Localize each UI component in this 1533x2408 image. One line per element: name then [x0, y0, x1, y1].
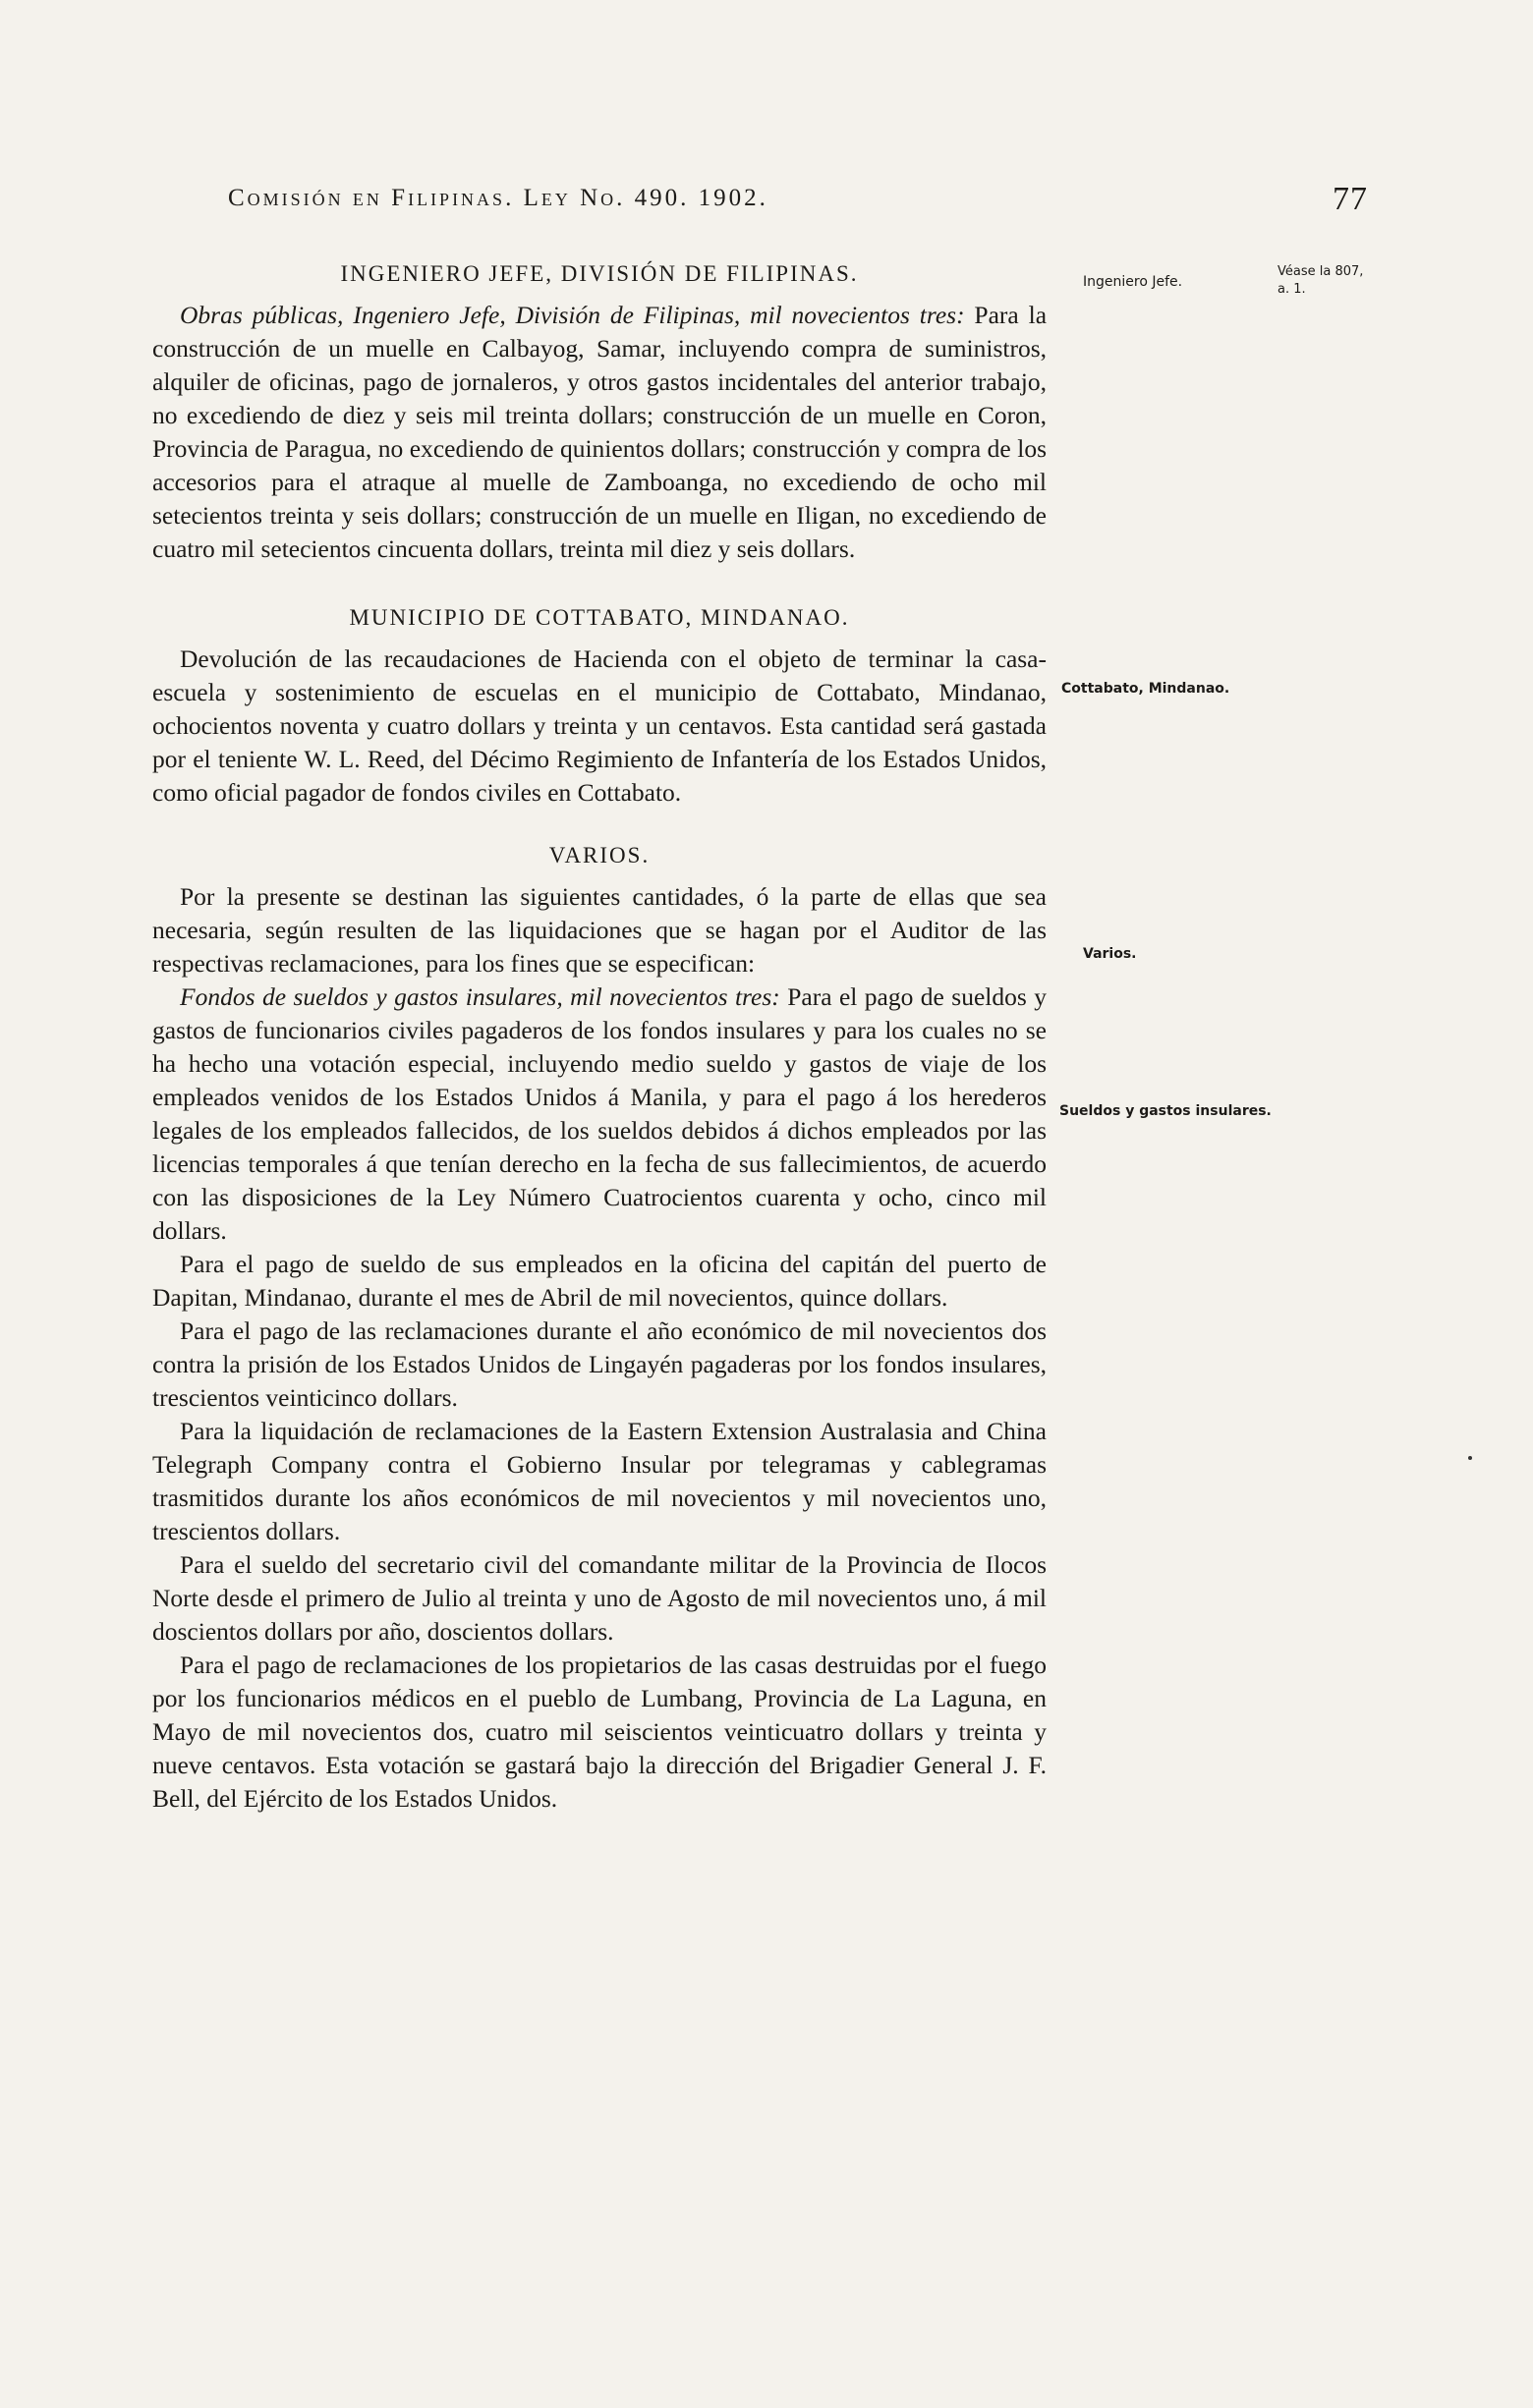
lead-obras-publicas: Obras públicas, Ingeniero Jefe, División de Filipinas, mil novecientos tres:: [180, 301, 965, 329]
paragraph-lingayen: Para el pago de las reclamaciones durante el año económico de mil novecientos dos contra la prisión de los Estados Unidos de Lingayén pagaderas por los fondos insulares, trescientos veinticinco dollars.: [152, 1316, 1047, 1412]
spacer: [152, 566, 1047, 601]
margin-note-vease: Véase la 807, a. 1.: [1278, 264, 1364, 297]
paragraph-dapitan: Para el pago de sueldo de sus empleados en la oficina del capitán del puerto de Dapitan, Mindanao, durante el mes de Abril de mil novecientos, quince dollars.: [152, 1250, 1047, 1312]
margin-note-sueldos: Sueldos y gastos insulares.: [1059, 1103, 1272, 1119]
heading-varios: VARIOS.: [548, 843, 651, 868]
body-fondos-sueldos: Para el pago de sueldos y gastos de funcionarios civiles pagaderos de los fondos insulares y para los cuales no se ha hecho una votación especial, incluyendo medio sueldo y gastos de viaje de los empleados venidos de los Estados Unidos á Manila, y para el pago á los herederos legales de los empleados fallecidos, de los sueldos debidos á dichos empleados por las licencias temporales á que tenían derecho en la fecha de sus fallecimientos, de acuerdo con las disposiciones de la Ley Número Cuatrocientos cuarenta y ocho, cinco mil dollars.: [152, 982, 1047, 1245]
paragraph-lumbang: Para el pago de reclamaciones de los propietarios de las casas destruidas por el fuego por los funcionarios médicos en el pueblo de Lumbang, Provincia de La Laguna, en Mayo de mil novecientos dos, cuatro mil seiscientos veinticuatro dollars y treinta y nueve centavos. Esta votación se gastará bajo la dirección del Brigadier General J. F. Bell, del Ejército de los Estados Unidos.: [152, 1651, 1047, 1813]
running-head: Comisión en Filipinas. Ley No. 490. 1902.: [228, 185, 768, 211]
paragraph-cottabato: Devolución de las recaudaciones de Hacienda con el objeto de terminar la casa-escuela y sostenimiento de escuelas en el municipio de Cottabato, Mindanao, ochocientos noventa y cuatro dollars y treinta y un centavos. Esta cantidad será gastada por el teniente W. L. Reed, del Décimo Regimiento de Infantería de los Estados Unidos, como oficial pagador de fondos civiles en Cottabato.: [152, 644, 1047, 807]
paragraph-fondos-sueldos: [152, 980, 1047, 1248]
heading-cottabato: MUNICIPIO DE COTTABATO, MINDANAO.: [349, 605, 850, 630]
margin-note-varios: Varios.: [1083, 946, 1137, 962]
body-obras-publicas: Para la construcción de un muelle en Calbayog, Samar, incluyendo compra de suministros, alquiler de oficinas, pago de jornaleros, y otros gastos incidentales del anterior trabajo, no excediendo de diez y seis mil treinta dollars; construcción de un muelle en Coron, Provincia de Paragua, no excediendo de quinientos dollars; construcción y compra de los accesorios para el atraque al muelle de Zamboanga, no excediendo de ocho mil setecientos treinta y seis dollars; construcción de un muelle en Iligan, no excediendo de cuatro mil setecientos cincuenta dollars, treinta mil diez y seis dollars.: [152, 301, 1048, 563]
paragraph-telegraph: Para la liquidación de reclamaciones de la Eastern Extension Australasia and China Telegraph Company contra el Gobierno Insular por telegramas y cablegramas trasmitidos durante los años económicos de mil novecientos y mil novecientos uno, trescientos dollars.: [152, 1417, 1047, 1545]
margin-dot: [1468, 1456, 1472, 1460]
lead-fondos-sueldos: Fondos de sueldos y gastos insulares, mil novecientos tres:: [180, 982, 780, 1011]
spacer: [152, 810, 1047, 839]
paragraph-varios-intro: Por la presente se destinan las siguientes cantidades, ó la parte de ellas que sea necesaria, según resulten de las liquidaciones que se hagan por el Auditor de las respectivas reclamaciones, para los fines que se especifican:: [152, 882, 1047, 978]
page-number: 77: [1333, 181, 1368, 217]
heading-ingeniero: INGENIERO JEFE, DIVISIÓN DE FILIPINAS.: [340, 261, 859, 286]
margin-note-cottabato: Cottabato, Mindanao.: [1061, 681, 1230, 697]
margin-note-ingeniero: Ingeniero Jefe.: [1083, 274, 1183, 290]
paragraph-ilocos-norte: Para el sueldo del secretario civil del comandante militar de la Provincia de Ilocos Norte desde el primero de Julio al treinta y uno de Agosto de mil novecientos uno, á mil doscientos dollars por año, doscientos dollars.: [152, 1550, 1047, 1646]
paragraph-obras-publicas: [152, 299, 1047, 566]
main-text: [152, 257, 1047, 1816]
